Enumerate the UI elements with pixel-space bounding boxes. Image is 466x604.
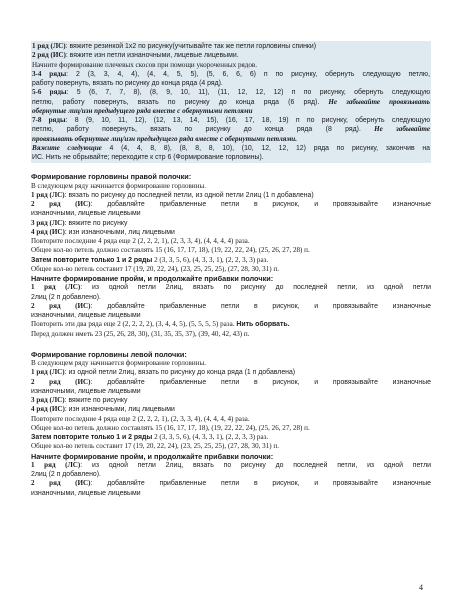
row-label: 3-4 ряды [32,69,67,78]
stitch-total: Общее кол-во петель должно составлять 15 (16, 17, 17, 18), (19, 22, 22, 24), (25, 26, 27, 28) п. [31,423,310,432]
repeat-label: Затем повторите только 1 и 2 ряды [31,434,153,441]
row-text: : из одной петли 2лиц, вязать по рисунку до последней петли, из одной петли [80,461,431,469]
next-label: Вяжите следующие [32,143,102,152]
row-2-cont: изнаночными, лицевые лицевыми [31,210,141,218]
row-text: : из одной петли 2лиц, вязать по рисунку до последней петли, из одной петли [80,284,431,292]
rows-3-4-cont: работу повернуть, вязать по рисунку до конца ряда (4 ряд). [32,80,223,87]
row-1 [31,191,431,200]
row-label: 1 ряд (ЛС) [31,283,81,292]
row-text: : изн изнаночными, лиц лицевыми [64,228,175,236]
shoulder-note: Начните формирование плечевых скосов при помощи укороченных рядов. [32,60,258,69]
row-text: : вяжите резинкой 1х2 по рисунку(учитывайте так же петли горловины спинки) [65,43,317,50]
row-label: 1 ряд (ЛС) [32,42,66,50]
section-intro: В следующем ряду начинается формирование горловины. [31,181,206,190]
page-number: 4 [419,583,423,592]
row-text: 4 (4, 4, 8, 8), (8, 8, 8, 10), (10, 12, 12, 12) ряда по рисунку, закончив на [101,144,430,152]
repeat-rows-1-2 [31,433,431,442]
rows-7-8-cont [32,125,430,134]
cut-yarn-label: Нить оборвать. [234,321,290,329]
row-label: 1 ряд (ЛС) [31,460,81,469]
left-neckline-section [31,350,431,498]
row-label: 2 ряд (ИС) [32,51,66,60]
repeat-rows-1-2 [31,256,431,265]
stitch-total: Общее кол-во петель должно составлять 15 (16, 17, 17, 18), (19, 22, 22, 24), (25, 26, 27, 28) п. [31,246,310,255]
shoulder-shaping-section [31,41,431,163]
repeat-instruction: Повторите последние 4 ряда еще 2 (2, 2, 2, 1), (2, 3, 3, 4), (4, 4, 4, 4) раза. [31,237,250,245]
armhole-row-2 [31,479,431,488]
row-text: : добавляйте прибавленные петли в рисунок, и провязывайте изнаночные [90,201,431,208]
row-text: : 2 (3, 3, 4, 4), (4, 4, 5, 5), (5, 6, 6, 6) п по рисунку, обернуть следующую петлю, [66,70,430,78]
armhole-row-2-cont: изнаночными, лицевые лицевыми [31,489,141,497]
row-label: 2 ряд (ИС) [31,200,91,208]
row-1 [32,42,430,51]
row-label: 4 ряд (ИС) [31,227,65,236]
row-text: петлю, работу повернуть, вязать по рисунку до конца ряда (8 ряд). [32,126,361,134]
front-stitch-total: Перед должен иметь 23 (25, 26, 28, 30), (31, 35, 35, 37), (39, 40, 42, 43) п. [31,329,250,338]
reminder-text: Не забывайте [360,125,430,134]
repeat-instruction: Повторите последние 4 ряда еще 2 (2, 2, 2, 1), (2, 3, 3, 4), (4, 4, 4, 4) раза. [31,414,250,423]
rows-5-6-reminder: обернутые лиц/изн предыдущего ряда вместе с обернутыми петлями [32,106,253,115]
armhole-row-2-cont: изнаночными, лицевые лицевыми [31,312,141,319]
section-title: Формирование горловины левой полочки: [31,349,187,359]
repeat-text: 2 (3, 3, 5, 6), (4, 3, 3, 1), (2, 2, 3, 3) раз. [152,433,269,441]
reminder-text: Не забывайте провязывать [319,97,430,106]
row-1 [31,368,431,377]
row-4 [31,228,431,237]
row-2 [31,378,431,387]
rows-5-6 [32,88,430,97]
rows-7-8-reminder: провязывать обернутые лиц/изн предыдущего ряда вместе с обернутыми петлями. [32,134,298,143]
repeat-two-rows [31,320,431,329]
stitch-total-2: Общее кол-во петель составит 17 (19, 20, 22, 24), (23, 25, 25, 25), (27, 28, 30, 31) п. [31,442,279,451]
row-2 [31,200,431,209]
row-text: : вязать по рисунку до последней петли, из одной петли 2лиц (1 п добавлена) [64,191,314,199]
section-title: Формирование горловины правой полочки: [31,172,192,182]
repeat-text: Повторить эти два ряда еще 2 (2, 2, 2, 2), (3, 4, 4, 5), (5, 5, 5, 5) раза. [31,320,235,329]
row-label: 2 ряд (ИС) [31,377,91,386]
armhole-title: Начните формирование пройм, и продолжайте прибавки полочки: [31,451,274,461]
armhole-row-1-cont: 2лиц (2 п добавлено). [31,293,101,301]
row-label: 2 ряд (ИС) [31,301,91,310]
row-label: 3 ряд (ЛС) [31,396,65,404]
row-label: 4 ряд (ИС) [31,405,65,414]
row-4 [31,405,431,414]
stitch-total-2: Общее кол-во петель составит 17 (19, 20, 22, 24), (23, 25, 25, 25), (27, 28, 30, 31) п. [31,264,279,273]
row-text: петлю, работу повернуть, вязать по рисунку до конца ряда (6 ряд). [32,98,320,106]
rows-5-6-cont [32,98,430,107]
armhole-row-1 [31,461,431,470]
next-rows-cont: ИС. Нить не обрывайте; переходите к стр 6 (Формирование горловины). [32,154,264,161]
row-text: : изн изнаночными, лиц лицевыми [64,406,175,414]
armhole-row-1 [31,283,431,292]
row-text: : вяжите по рисунку [64,397,128,404]
rows-3-4 [32,70,430,79]
repeat-label: Затем повторите только 1 и 2 ряды [31,256,153,264]
row-label: 7-8 ряды [32,116,66,124]
row-3 [31,396,431,405]
armhole-row-1-cont: 2лиц (2 п добавлено). [31,471,101,478]
row-text: : 5 (6, 7, 7, 8), (8, 9, 10, 11), (11, 12, 12, 12) п по рисунку, обернуть следующую [66,89,430,97]
repeat-text: 2 (3, 3, 5, 6), (4, 3, 3, 1), (2, 2, 3, 3) раз. [152,255,269,264]
row-label: 2 ряд (ИС) [31,479,91,488]
armhole-title: Начните формирование пройм, и продолжайте прибавки полочки: [31,274,274,283]
row-text: : добавляйте прибавленные петли в рисунок, и провязывайте изнаночные [90,480,431,488]
row-2-cont: изнаночными, лицевые лицевыми [31,387,141,395]
armhole-row-2 [31,302,431,311]
row-label: 1 ряд (ЛС) [31,190,65,199]
row-text: : вяжите изн петли изнаночными, лицевые лицевыми. [65,52,239,60]
row-label: 5-6 ряды [32,88,67,97]
section-intro: В следующем ряду начинается формирование горловины. [31,359,206,367]
right-neckline-section [31,172,431,339]
row-3 [31,219,431,228]
row-text: : 8 (9, 10, 11, 12), (12, 13, 14, 15), (16, 17, 18, 19) п по рисунку, обернуть следующую [65,117,430,124]
row-text: : добавляйте прибавленные петли в рисунок, и провязывайте изнаночные [90,378,431,386]
row-text: : добавляйте прибавленные петли в рисунок, и провязывайте изнаночные [90,302,431,310]
row-label: 1 ряд (ЛС) [31,368,65,377]
next-rows [32,144,430,153]
rows-7-8 [32,116,430,125]
row-2 [32,51,430,60]
row-text: : вяжите по рисунку [64,219,128,227]
row-text: : из одной петли 2лиц, вязать по рисунку до конца ряда (1 п добавлена) [64,369,296,377]
row-label: 3 ряд (ЛС) [31,218,65,227]
